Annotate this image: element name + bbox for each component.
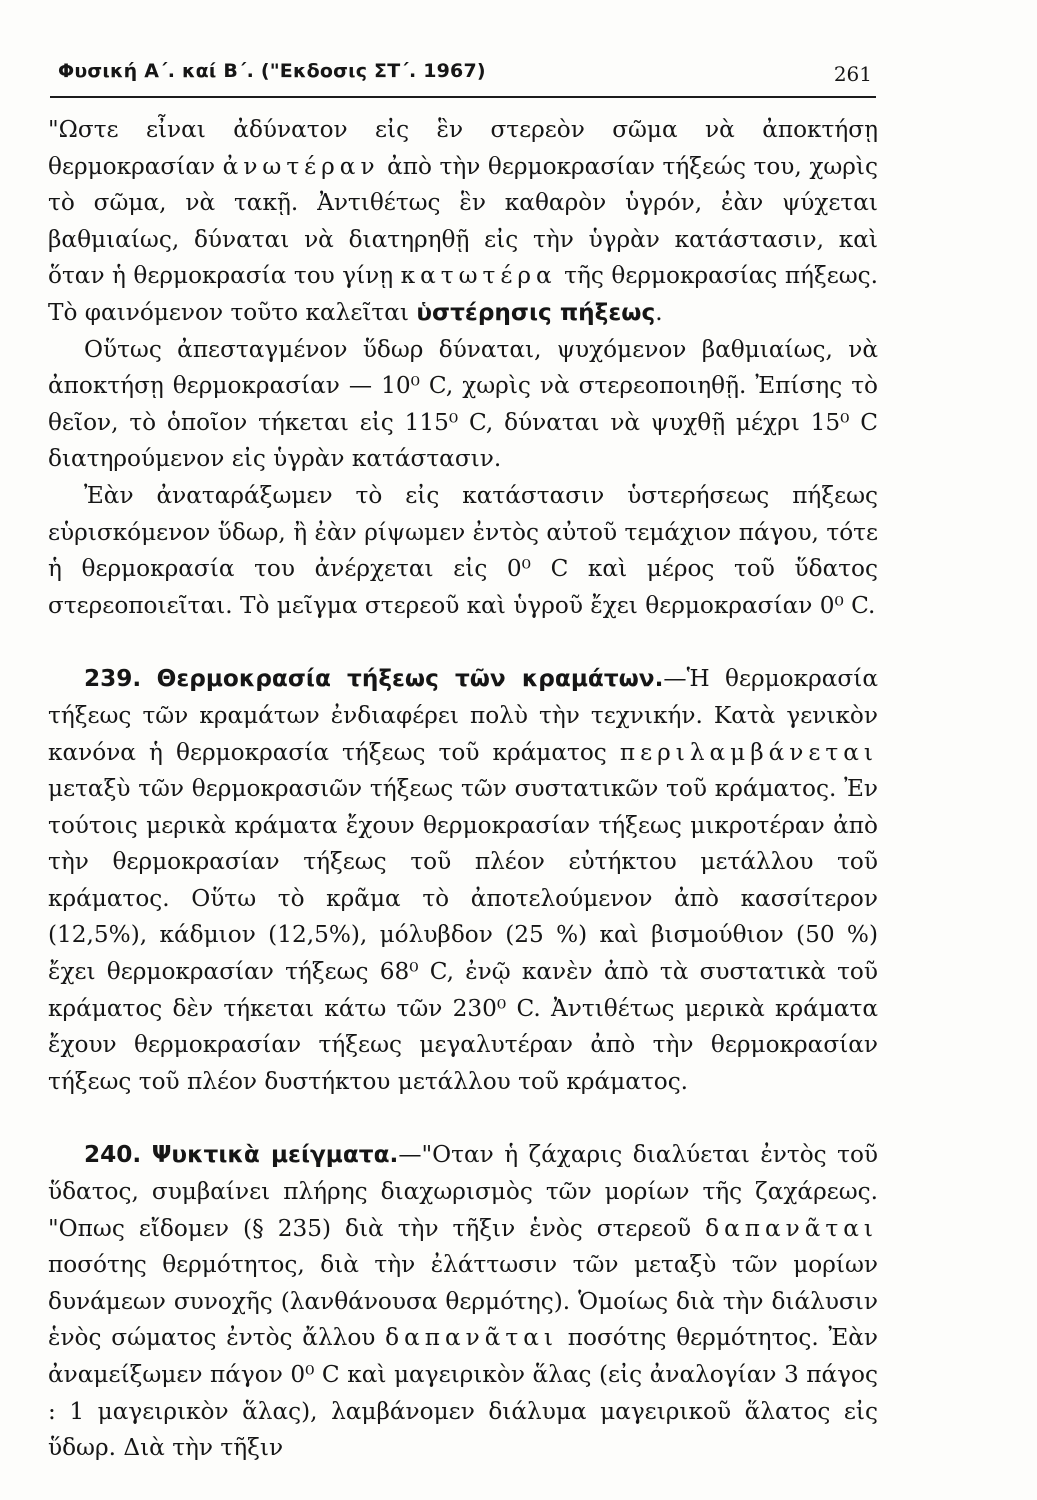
- paragraph-undercooling: [48, 112, 878, 332]
- section-239: [48, 661, 878, 1100]
- para1-text-2: ἀπὸ τὴν θερμοκρασίαν τήξεώς του, χωρὶς τὸ σῶμα, νὰ τακῇ. Ἀντιθέτως ἓν καθαρὸν ὑγρόν, ἐὰν ψύχεται βαθμιαίως, δύναται νὰ διατηρηθῇ εἰς τὴν ὑγρὰν κατάστασιν, καὶ ὅταν ἡ θερμοκρασία του γίνῃ: [48, 152, 878, 290]
- para1-text-4: .: [655, 298, 663, 326]
- section-240-number: 240.: [84, 1141, 142, 1169]
- running-header: [50, 56, 876, 98]
- section-239-text-1: —Ἡ θερμοκρασία τήξεως τῶν κραμάτων ἐνδιαφέρει πολὺ τὴν τεχνικήν. Κατὰ γενικὸν κανόνα ἡ θερμοκρασία τήξεως τοῦ κράματος: [48, 665, 879, 766]
- para1-text-3: τῆς θερμοκρασίας πήξεως. Τὸ φαινόμενον τοῦτο καλεῖται: [48, 262, 878, 326]
- section-239-emphasis: περιλαμβάνεται: [619, 738, 878, 766]
- para1-emphasis-1: ἀνωτέραν: [222, 152, 380, 180]
- section-240-emphasis-1: δαπανᾶται: [705, 1214, 878, 1242]
- section-239-text-2: μεταξὺ τῶν θερμοκρασιῶν τήξεως τῶν συστατικῶν τοῦ κράματος. Ἐν τούτοις μερικὰ κράματα ἔχουν θερμοκρασίαν τήξεως μικροτέραν ἀπὸ τὴν θερμοκρασίαν τήξεως τοῦ πλέον εὐτήκτου μετάλλου τοῦ κράματος. Οὕτω τὸ κρᾶμα τὸ ἀποτελούμενον ἀπὸ κασσίτερον (12,5%), κάδμιον (12,5%), μόλυβδον (25 %) καὶ βισμούθιον (50 %) ἔχει θερμοκρασίαν τήξεως 68⁰ C, ἐνῷ κανὲν ἀπὸ τὰ συστατικὰ τοῦ κράματος δὲν τήκεται κάτω τῶν 230⁰ C. Ἀντιθέτως μερικὰ κράματα ἔχουν θερμοκρασίαν τήξεως μεγαλυτέραν ἀπὸ τὴν θερμοκρασίαν τήξεως τοῦ πλέον δυστήκτου μετάλλου τοῦ κράματος.: [48, 775, 878, 1095]
- para1-text-1: "Ωστε εἶναι ἀδύνατον εἰς ἓν στερεὸν σῶμα νὰ ἀποκτήσῃ θερμοκρασίαν: [48, 116, 878, 180]
- section-240-emphasis-2: δαπανᾶται: [385, 1324, 559, 1352]
- section-240: [48, 1137, 878, 1466]
- page-number: 261: [833, 62, 872, 86]
- section-239-title: Θερμοκρασία τήξεως τῶν κραμάτων.: [156, 665, 664, 693]
- header-title: Φυσική Α΄. καί Β΄. ("Εκδοσις ΣΤ΄. 1967): [58, 60, 486, 82]
- section-240-title: Ψυκτικὰ μείγματα.: [151, 1141, 399, 1169]
- section-240-text-2: ποσότης θερμότητος, διὰ τὴν ἐλάττωσιν τῶν μεταξὺ τῶν μορίων δυνάμεων συνοχῆς (λανθάνουσα θερμότης). Ὁμοίως διὰ τὴν διάλυσιν ἑνὸς σώματος ἐντὸς ἄλλου: [48, 1251, 878, 1352]
- term-undercooling: ὑστέρησις πήξεως: [416, 298, 656, 326]
- body-text: [48, 112, 878, 1467]
- section-239-number: 239.: [84, 665, 142, 693]
- section-240-text-1: —"Οταν ἡ ζάχαρις διαλύεται ἐντὸς τοῦ ὕδατος, συμβαίνει πλήρης διαχωρισμὸς τῶν μορίων τῆς ζαχάρεως. "Οπως εἴδομεν (§ 235) διὰ τὴν τῆξιν ἑνὸς στερεοῦ: [48, 1141, 879, 1242]
- paragraph-distilled-water: Οὕτως ἀπεσταγμένον ὕδωρ δύναται, ψυχόμενον βαθμιαίως, νὰ ἀποκτήσῃ θερμοκρασίαν — 10⁰ C, χωρὶς νὰ στερεοποιηθῇ. Ἐπίσης τὸ θεῖον, τὸ ὁποῖον τήκεται εἰς 115⁰ C, δύναται νὰ ψυχθῇ μέχρι 15⁰ C διατηρούμενον εἰς ὑγρὰν κατάστασιν.: [48, 335, 878, 473]
- section-240-text-3: ποσότης θερμότητος. Ἐὰν ἀναμείξωμεν πάγον 0⁰ C καὶ μαγειρικὸν ἅλας (εἰς ἀναλογίαν 3 πάγος : 1 μαγειρικὸν ἅλας), λαμβάνομεν διάλυμα μαγειρικοῦ ἅλατος εἰς ὕδωρ. Διὰ τὴν τῆξιν: [48, 1324, 878, 1462]
- paragraph-agitation: Ἐὰν ἀναταράξωμεν τὸ εἰς κατάστασιν ὑστερήσεως πήξεως εὑρισκόμενον ὕδωρ, ἢ ἐὰν ρίψωμεν ἐντὸς αὐτοῦ τεμάχιον πάγου, τότε ἡ θερμοκρασία του ἀνέρχεται εἰς 0⁰ C καὶ μέρος τοῦ ὕδατος στερεοποιεῖται. Τὸ μεῖγμα στερεοῦ καὶ ὑγροῦ ἔχει θερμοκρασίαν 0⁰ C.: [48, 481, 878, 619]
- para1-emphasis-2: κατωτέρα: [400, 262, 557, 290]
